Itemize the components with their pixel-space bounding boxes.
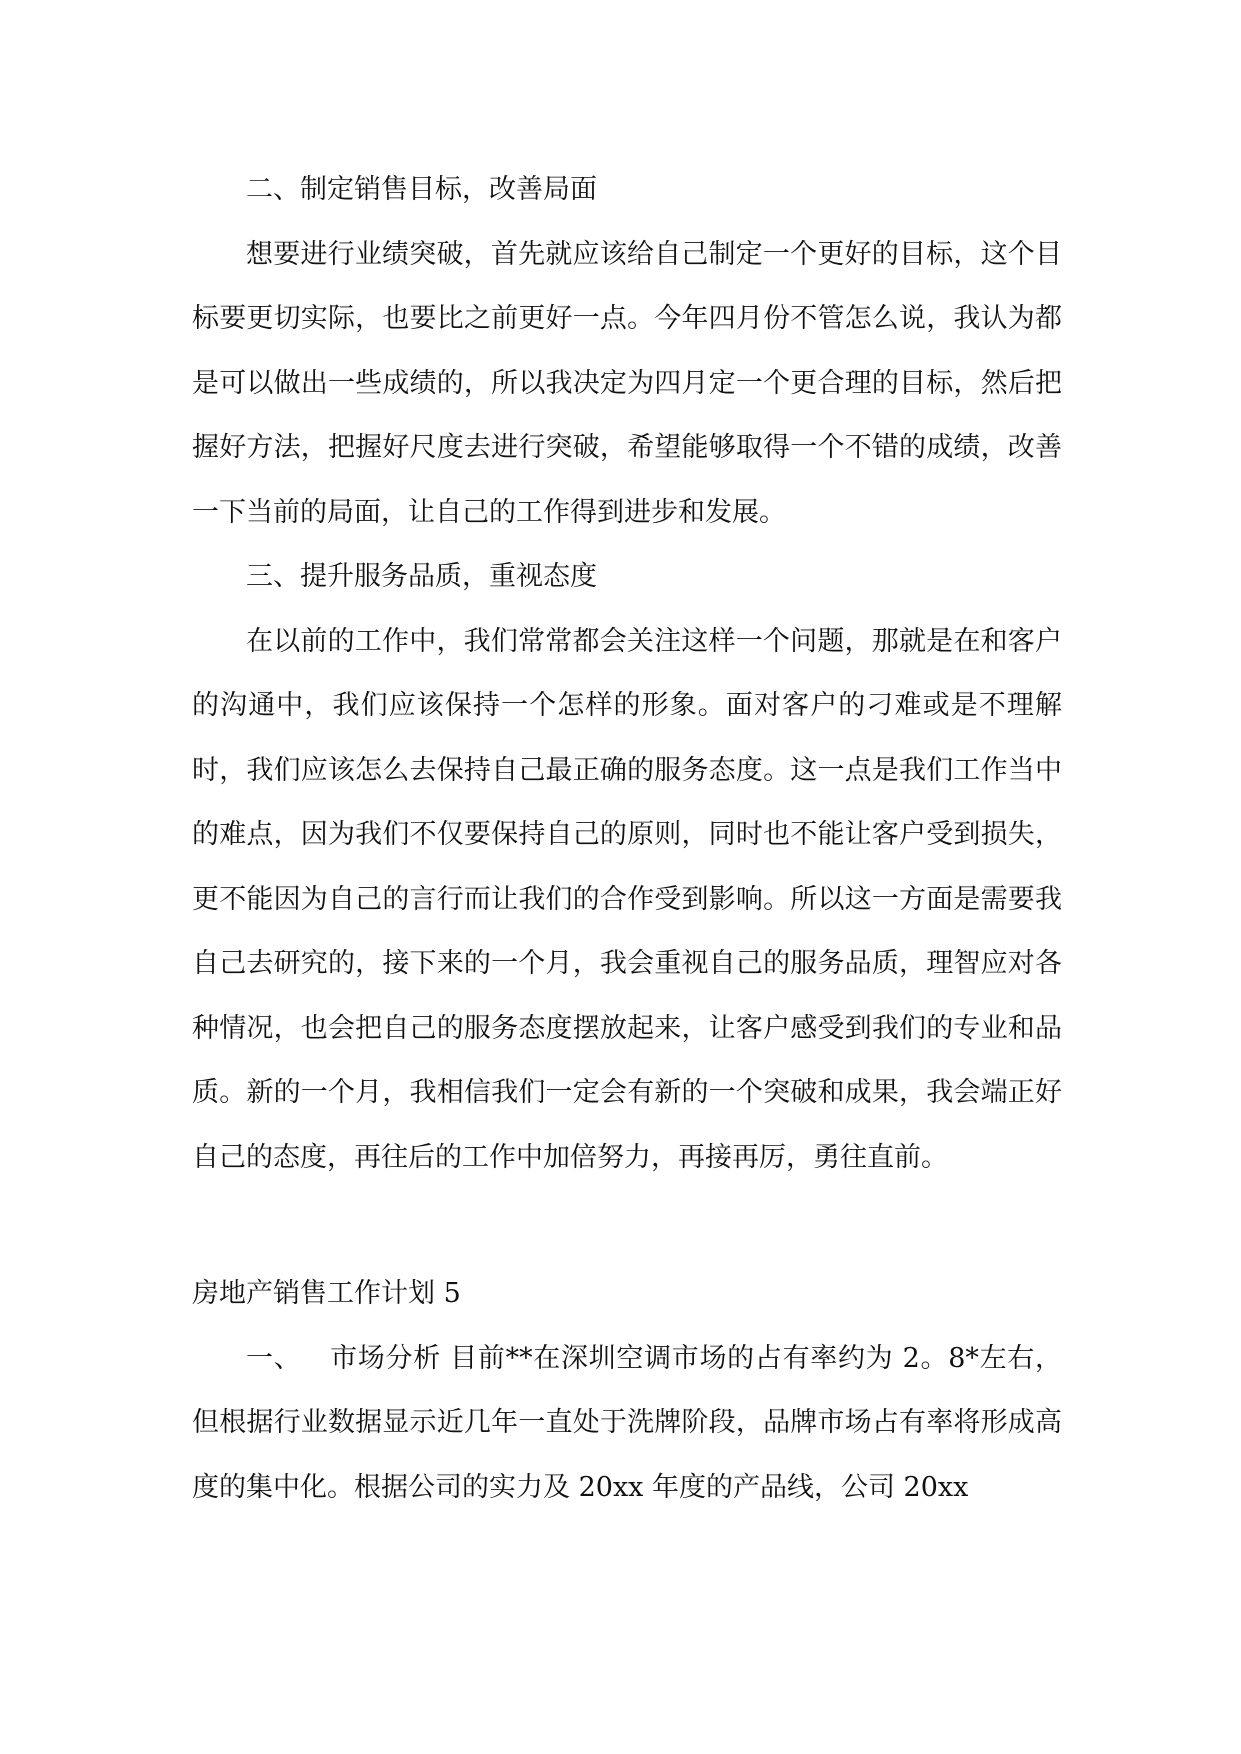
market-analysis-body: 市场分析 目前**在深圳空调市场的占有率约为 2。8*左右，但根据行业数据显示近几年一直处于洗牌阶段，品牌市场占有率将形成高度的集中化。根据公司的实力及 20xx 年度的产品线，公司 20xx	[192, 1342, 1062, 1503]
market-analysis-label: 一、	[246, 1342, 302, 1374]
section-heading-sales-target: 二、制定销售目标，改善局面	[246, 174, 597, 205]
market-analysis-paragraph	[192, 1327, 1062, 1521]
section-body-service-quality: 在以前的工作中，我们常常都会关注这样一个问题，那就是在和客户的沟通中，我们应该保持一个怎样的形象。面对客户的刁难或是不理解时，我们应该怎么去保持自己最正确的服务态度。这一点是我们工作当中的难点，因为我们不仅要保持自己的原则，同时也不能让客户受到损失，更不能因为自己的言行而让我们的合作受到影响。所以这一方面是需要我自己去研究的，接下来的一个月，我会重视自己的服务品质，理智应对各种情况，也会把自己的服务态度摆放起来，让客户感受到我们的专业和品质。新的一个月，我相信我们一定会有新的一个突破和成果，我会端正好自己的态度，再往后的工作中加倍努力，再接再厉，勇往直前。	[192, 625, 1062, 1173]
plan-title: 房地产销售工作计划 5	[192, 1278, 461, 1309]
section-heading-service-quality: 三、提升服务品质，重视态度	[246, 561, 597, 592]
document-content	[192, 158, 1062, 1520]
section-body-sales-target: 想要进行业绩突破，首先就应该给自己制定一个更好的目标，这个目标要更切实际，也要比之前更好一点。今年四月份不管怎么说，我认为都是可以做出一些成绩的，所以我决定为四月定一个更合理的目标，然后把握好方法，把握好尺度去进行突破，希望能够取得一个不错的成绩，改善一下当前的局面，让自己的工作得到进步和发展。	[192, 238, 1062, 528]
